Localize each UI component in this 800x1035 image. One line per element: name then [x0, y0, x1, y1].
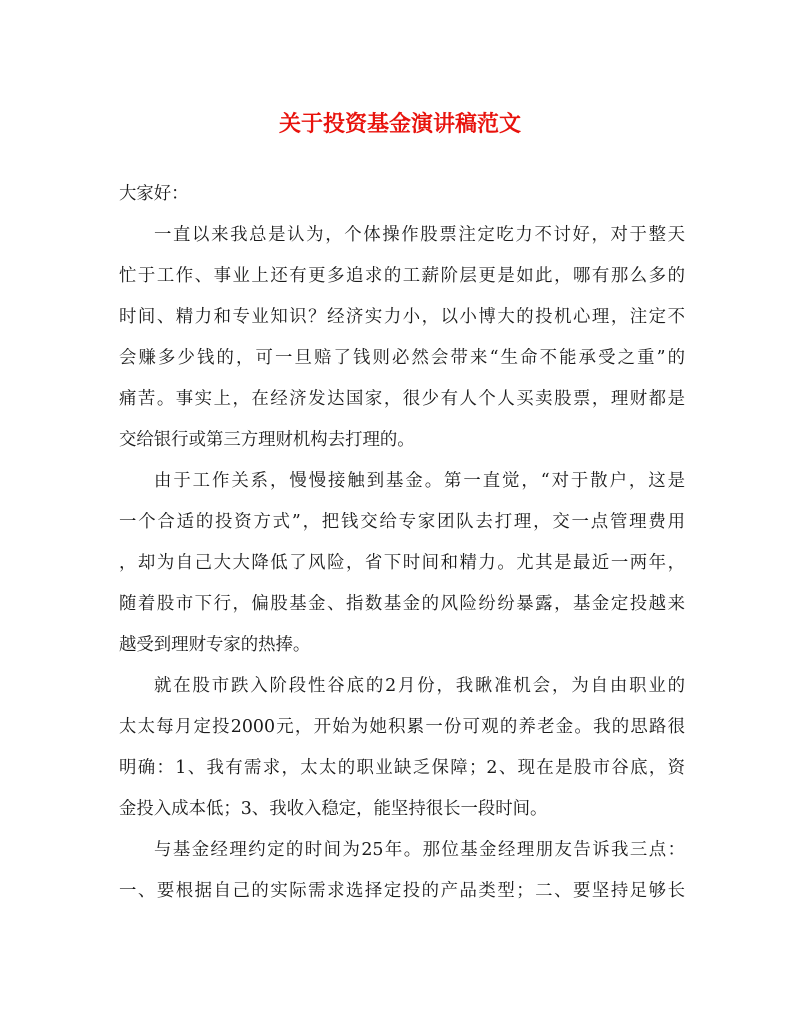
paragraph-line: 痛苦。事实上，在经济发达国家，很少有人个人买卖股票，理财都是 — [119, 389, 685, 409]
paragraph-line: 一个合适的投资方式”，把钱交给专家团队去打理，交一点管理费用 — [119, 512, 685, 532]
document-body — [119, 174, 685, 912]
paragraph-3 — [119, 666, 685, 830]
paragraph-line: 时间、精力和专业知识？经济实力小，以小博大的投机心理，注定不 — [119, 307, 685, 327]
paragraph-line: 太太每月定投2000元，开始为她积累一份可观的养老金。我的思路很 — [119, 717, 685, 737]
document-title: 关于投资基金演讲稿范文 — [278, 112, 521, 137]
paragraph-line: 交给银行或第三方理财机构去打理的。 — [119, 430, 415, 450]
paragraph-line: 越受到理财专家的热捧。 — [119, 635, 311, 655]
paragraph-line: 会赚多少钱的，可一旦赔了钱则必然会带来“生命不能承受之重”的 — [119, 348, 685, 368]
paragraph-line: ，却为自己大大降低了风险，省下时间和精力。尤其是最近一两年， — [119, 553, 685, 573]
paragraph-line: 明确：1、我有需求，太太的职业缺乏保障；2、现在是股市谷底，资 — [119, 758, 685, 778]
paragraph-line: 与基金经理约定的时间为25年。那位基金经理朋友告诉我三点： — [154, 840, 685, 860]
paragraph-line: 一、要根据自己的实际需求选择定投的产品类型；二、要坚持足够长 — [119, 881, 685, 901]
paragraph-line: 由于工作关系，慢慢接触到基金。第一直觉，“对于散户，这是 — [154, 471, 685, 491]
paragraph-line: 金投入成本低；3、我收入稳定，能坚持很长一段时间。 — [119, 799, 548, 819]
paragraph-1 — [119, 215, 685, 461]
paragraph-2 — [119, 461, 685, 666]
greeting: 大家好： — [119, 184, 189, 204]
paragraph-line: 就在股市跌入阶段性谷底的2月份，我瞅准机会，为自由职业的 — [154, 676, 685, 696]
paragraph-line: 一直以来我总是认为，个体操作股票注定吃力不讨好，对于整天 — [154, 225, 685, 245]
paragraph-line: 忙于工作、事业上还有更多追求的工薪阶层更是如此，哪有那么多的 — [119, 266, 685, 286]
paragraph-line: 随着股市下行，偏股基金、指数基金的风险纷纷暴露，基金定投越来 — [119, 594, 685, 614]
paragraph-4 — [119, 830, 685, 912]
